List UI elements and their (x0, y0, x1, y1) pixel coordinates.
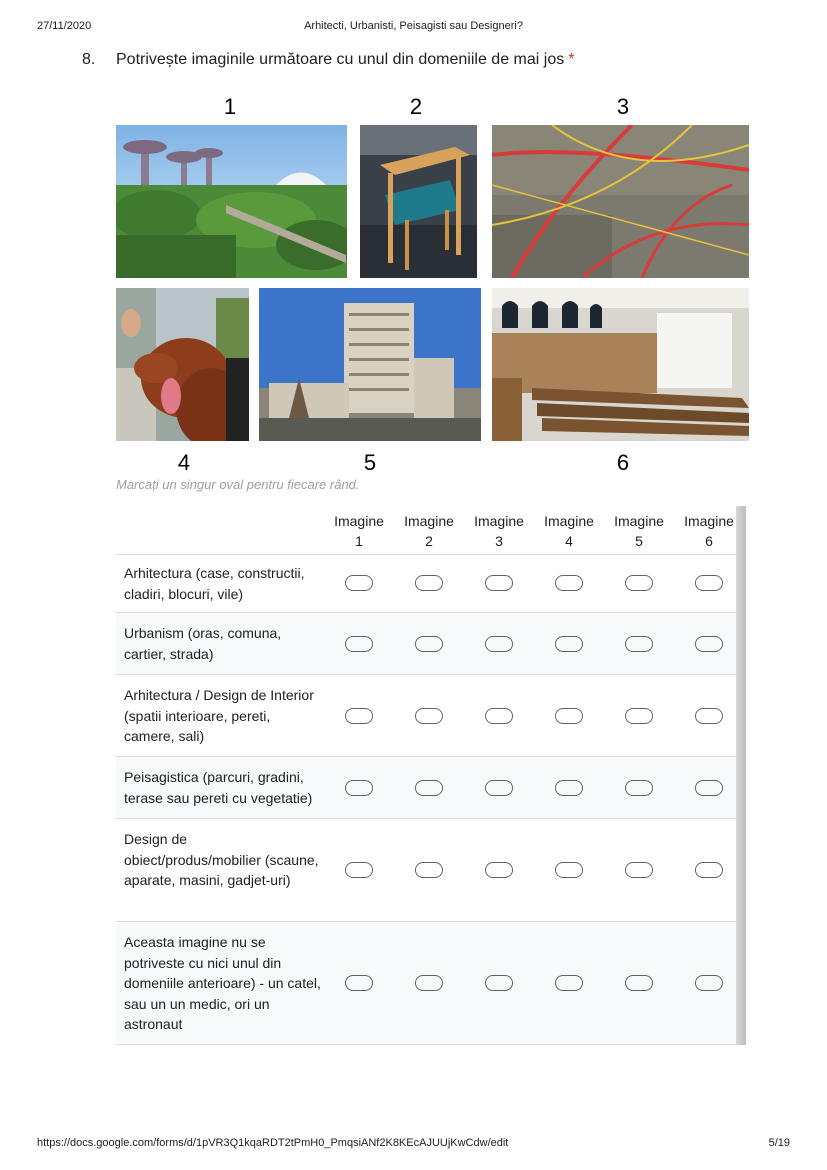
radio-oval-r4-c6[interactable] (695, 780, 723, 796)
radio-oval-r6-c5[interactable] (625, 975, 653, 991)
image-label-2: 2 (409, 94, 423, 119)
print-date: 27/11/2020 (37, 20, 92, 32)
radio-oval-r3-c5[interactable] (625, 708, 653, 724)
radio-oval-r5-c3[interactable] (485, 862, 513, 878)
image-label-6: 6 (616, 450, 630, 475)
radio-oval-r2-c4[interactable] (555, 636, 583, 652)
radio-oval-r2-c5[interactable] (625, 636, 653, 652)
radio-oval-r1-c5[interactable] (625, 575, 653, 591)
photo-lecture-hall (492, 288, 749, 441)
grid-instruction: Marcați un singur oval pentru fiecare rând. (116, 477, 360, 492)
grid-row-2 (116, 613, 746, 675)
radio-oval-r5-c6[interactable] (695, 862, 723, 878)
row-label: Arhitectura (case, constructii, cladiri, blocuri, vile) (124, 565, 305, 602)
radio-oval-r2-c1[interactable] (345, 636, 373, 652)
radio-oval-r1-c3[interactable] (485, 575, 513, 591)
row-label: Design de obiect/produs/mobilier (scaune, aparate, masini, gadjet-uri) (124, 831, 319, 888)
image-label-5: 5 (363, 450, 377, 475)
column-header-3: Imagine 3 (474, 513, 524, 549)
grid-header (116, 506, 746, 555)
column-header-6: Imagine 6 (684, 513, 734, 549)
radio-oval-r2-c3[interactable] (485, 636, 513, 652)
row-label: Aceasta imagine nu se potriveste cu nici unul din domeniile anterioare) - un catel, sau un un medic, ori un astronaut (124, 934, 321, 1032)
horizontal-scroll-shadow[interactable] (736, 506, 746, 1045)
radio-oval-r5-c2[interactable] (415, 862, 443, 878)
radio-oval-r5-c4[interactable] (555, 862, 583, 878)
radio-oval-r1-c4[interactable] (555, 575, 583, 591)
radio-oval-r4-c1[interactable] (345, 780, 373, 796)
radio-oval-r1-c2[interactable] (415, 575, 443, 591)
radio-oval-r6-c6[interactable] (695, 975, 723, 991)
radio-oval-r4-c3[interactable] (485, 780, 513, 796)
radio-oval-r3-c3[interactable] (485, 708, 513, 724)
row-label: Arhitectura / Design de Interior (spatii interioare, pereti, camere, sali) (124, 687, 314, 744)
grid-row-4 (116, 757, 746, 819)
column-header-2: Imagine 2 (404, 513, 454, 549)
column-header-1: Imagine 1 (334, 513, 384, 549)
radio-oval-r1-c6[interactable] (695, 575, 723, 591)
radio-oval-r4-c4[interactable] (555, 780, 583, 796)
radio-oval-r3-c4[interactable] (555, 708, 583, 724)
radio-oval-r4-c2[interactable] (415, 780, 443, 796)
question-text: Potrivește imaginile următoare cu unul din domeniile de mai jos (116, 51, 565, 68)
grid-row-1 (116, 555, 746, 613)
radio-oval-r2-c6[interactable] (695, 636, 723, 652)
radio-oval-r1-c1[interactable] (345, 575, 373, 591)
question-title (116, 51, 574, 69)
radio-oval-r2-c2[interactable] (415, 636, 443, 652)
choice-grid (116, 506, 746, 1045)
radio-oval-r3-c6[interactable] (695, 708, 723, 724)
page-number: 5/19 (768, 1137, 790, 1149)
image-label-3: 3 (616, 94, 630, 119)
grid-row-6 (116, 922, 746, 1045)
row-label: Peisagistica (parcuri, gradini, terase sau pereti cu vegetatie) (124, 769, 313, 806)
radio-oval-r3-c2[interactable] (415, 708, 443, 724)
radio-oval-r6-c2[interactable] (415, 975, 443, 991)
radio-oval-r6-c4[interactable] (555, 975, 583, 991)
radio-oval-r3-c1[interactable] (345, 708, 373, 724)
grid-row-5 (116, 819, 746, 922)
grid-row-3 (116, 675, 746, 757)
question-number: 8. (82, 51, 96, 68)
column-header-5: Imagine 5 (614, 513, 664, 549)
column-header-4: Imagine 4 (544, 513, 594, 549)
image-label-1: 1 (223, 94, 237, 119)
radio-oval-r6-c1[interactable] (345, 975, 373, 991)
photo-dog (116, 288, 249, 441)
image-label-4: 4 (177, 450, 191, 475)
radio-oval-r6-c3[interactable] (485, 975, 513, 991)
radio-oval-r5-c1[interactable] (345, 862, 373, 878)
photo-garden (116, 125, 347, 278)
photo-chair (360, 125, 477, 278)
radio-oval-r5-c5[interactable] (625, 862, 653, 878)
photo-building (259, 288, 481, 441)
row-label: Urbanism (oras, comuna, cartier, strada) (124, 625, 282, 662)
print-title: Arhitecti, Urbanisti, Peisagisti sau Designeri? (304, 20, 523, 32)
page-url: https://docs.google.com/forms/d/1pVR3Q1kqaRDT2tPmH0_PmqsiANf2K8KEcAJUUjKwCdw/edit (37, 1137, 509, 1149)
photo-city-map (492, 125, 749, 278)
radio-oval-r4-c5[interactable] (625, 780, 653, 796)
required-asterisk: * (568, 51, 575, 68)
